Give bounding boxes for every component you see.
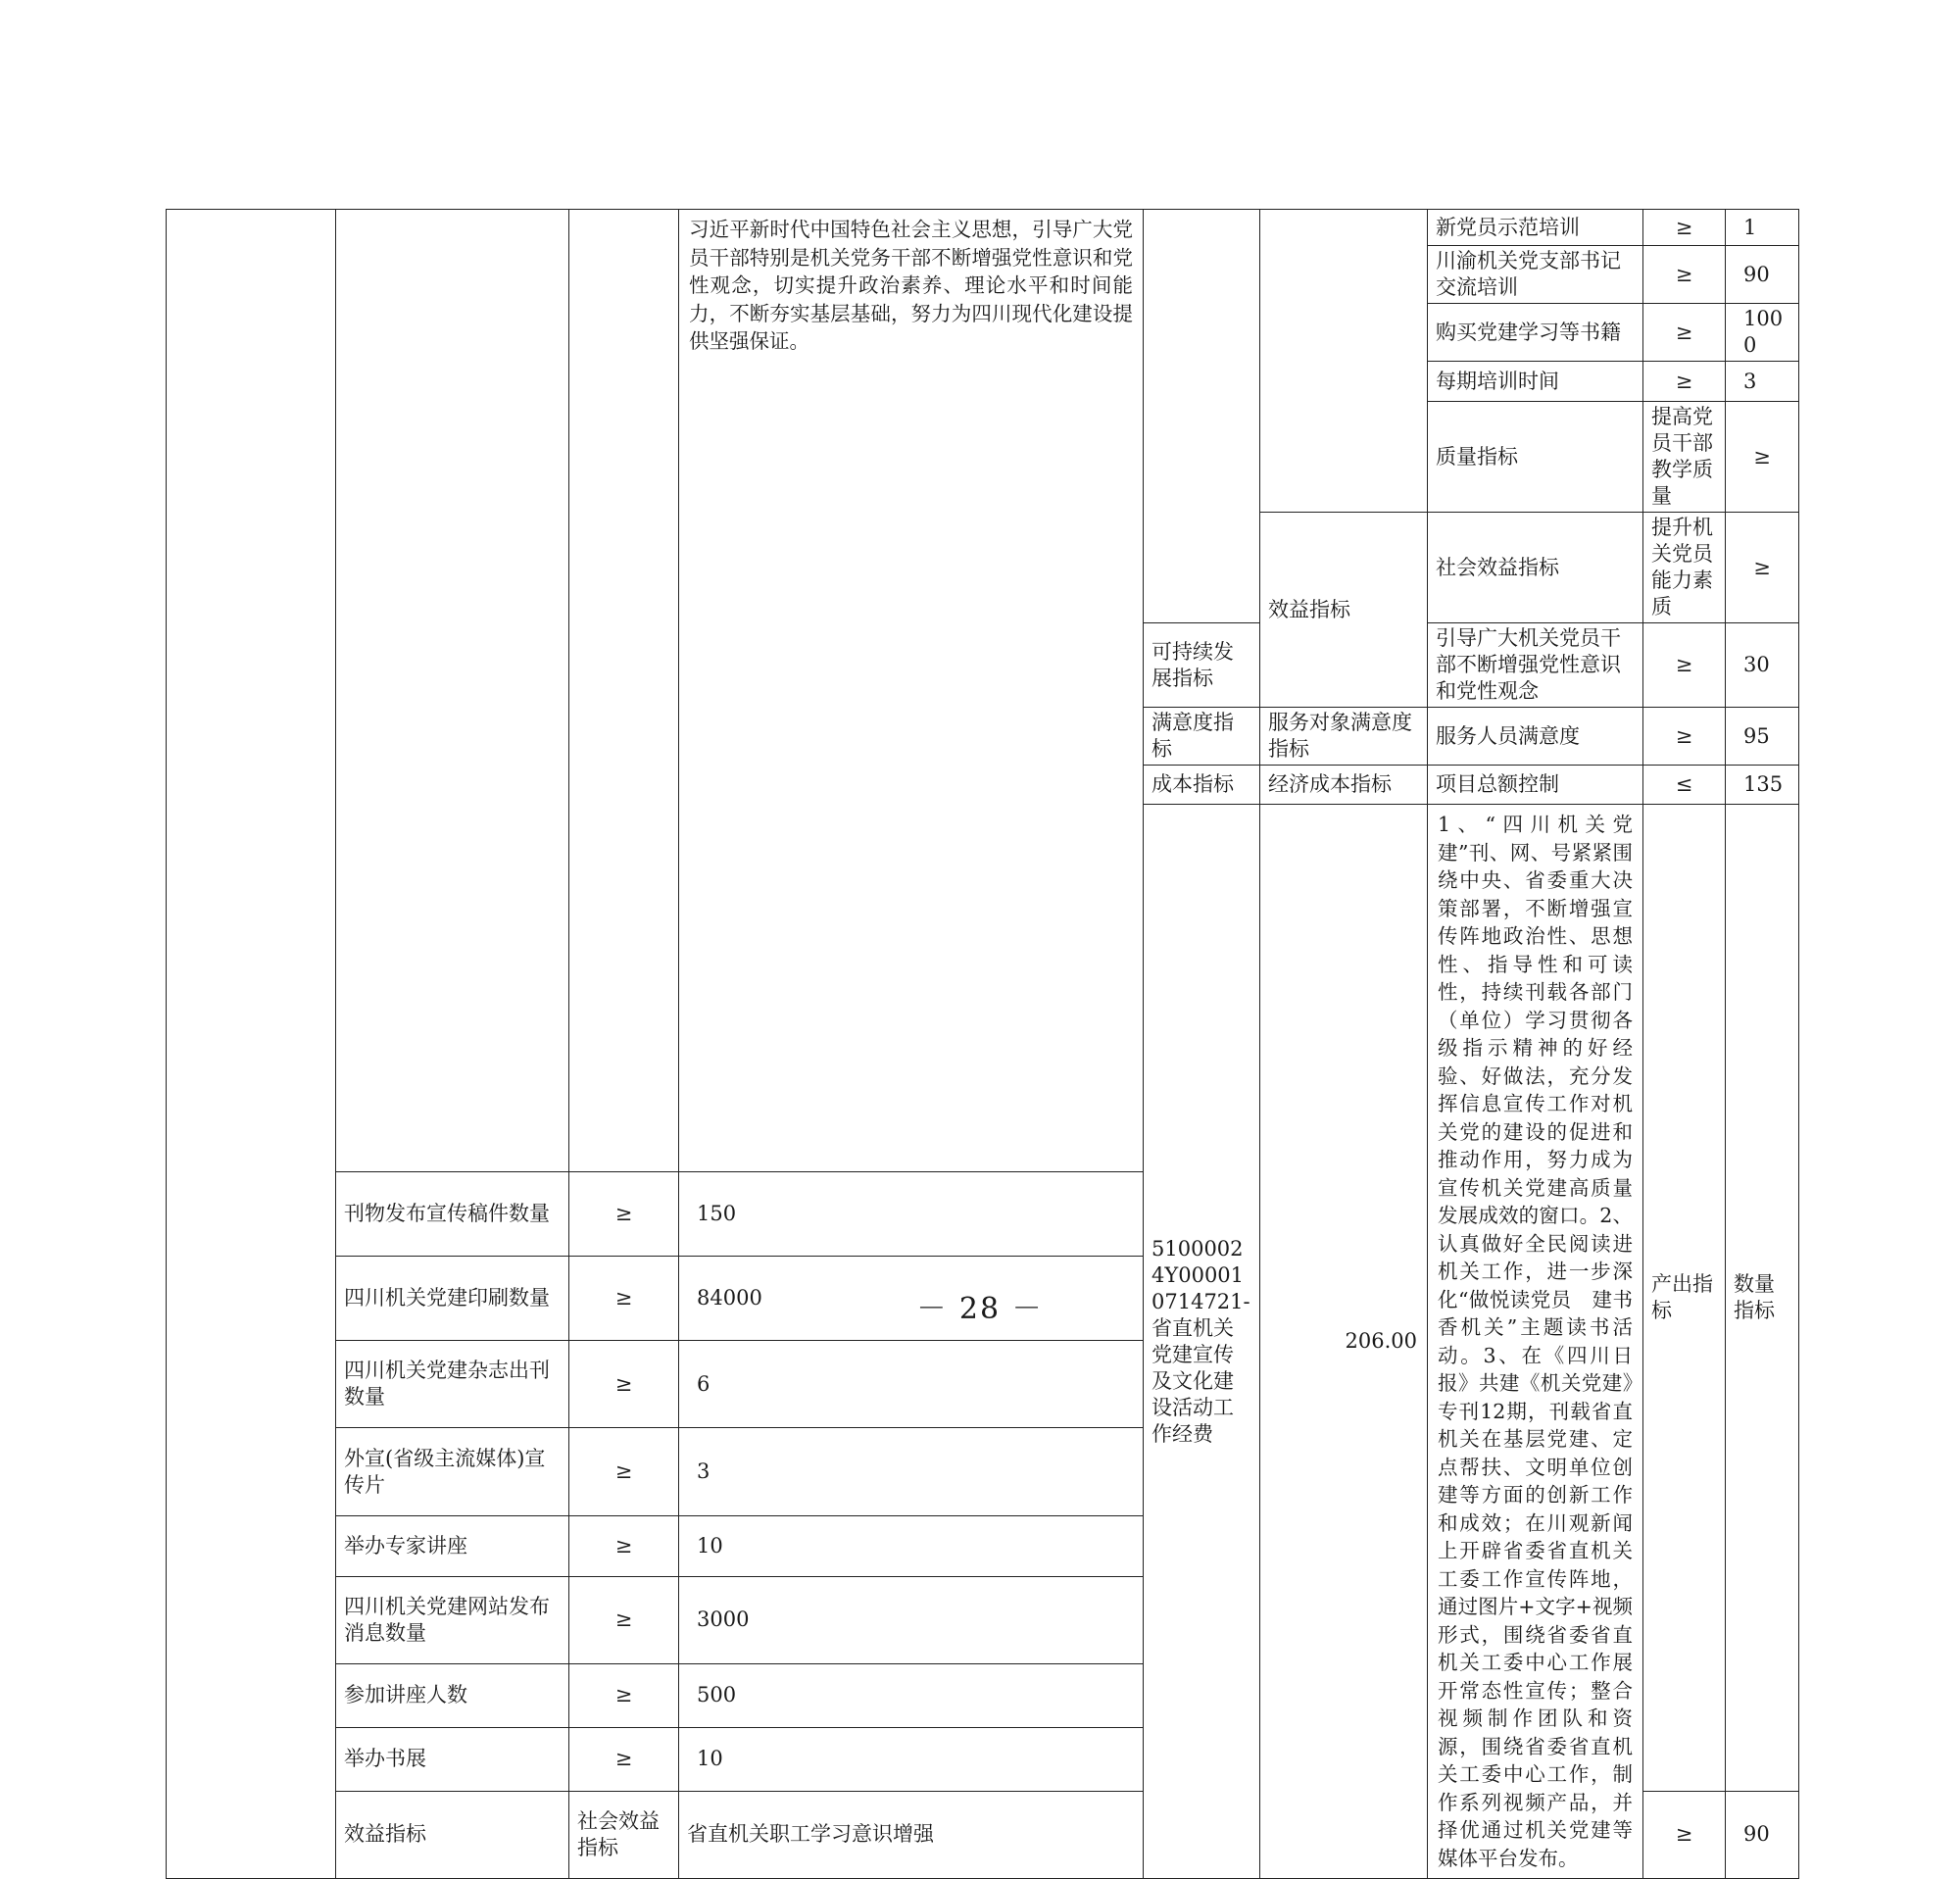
indicator-name: 提升机关党员能力素质 [1643, 513, 1726, 623]
project-name-cell [336, 210, 569, 1172]
comparison-operator: ≥ [1643, 210, 1726, 246]
indicator-value: 84000 [679, 1257, 1144, 1341]
indicator-value: 30 [1726, 623, 1799, 708]
comparison-operator: ≥ [569, 1428, 679, 1515]
indicator-value: 3000 [679, 1576, 1144, 1663]
project-amount-cell: 206.00 [1260, 805, 1428, 1879]
comparison-operator: ≥ [1726, 402, 1799, 513]
comparison-operator: ≥ [569, 1171, 679, 1256]
comparison-operator: ≥ [1643, 246, 1726, 304]
comparison-operator: ≥ [1643, 362, 1726, 402]
indicator-value: 10 [679, 1515, 1144, 1576]
level1-indicator [1144, 210, 1260, 623]
comparison-operator: ≥ [569, 1576, 679, 1663]
level1-indicator: 满意度指标 [1144, 708, 1260, 766]
indicator-value: 95 [1726, 708, 1799, 766]
level1-indicator: 产出指标 [1643, 805, 1726, 1792]
project-description: 习近平新时代中国特色社会主义思想，引导广大党员干部特别是机关党务干部不断增强党性意识和党性观念，切实提升政治素养、理论水平和时间能力，不断夯实基层基础，努力为四川现代化建设提供坚强保证。 [679, 210, 1144, 1172]
indicator-value: 150 [679, 1171, 1144, 1256]
level2-indicator: 可持续发展指标 [1144, 623, 1260, 708]
indicator-value: 1 [1726, 210, 1799, 246]
project-amount-cell [569, 210, 679, 1172]
project-description: 1、“四川机关党建”刊、网、号紧紧围绕中央、省委重大决策部署，不断增强宣传阵地政治性、思想性、指导性和可读性，持续刊载各部门（单位）学习贯彻各级指示精神的好经验、好做法，充分发挥信息宣传工作对机关党的建设的促进和推动作用，努力成为宣传机关党建高质量发展成效的窗口。2、认真做好全民阅读进机关工作，进一步深化“做悦读党员 建书香机关”主题读书活动。3、在《四川日报》共建《机关党建》专刊12期，刊载省直机关在基层党建、定点帮扶、文明单位创建等方面的创新工作和成效；在川观新闻上开辟省委省直机关工委工作宣传阵地，通过图片+文字+视频形式，围绕省委省直机关工委中心工作展开常态性宣传；整合视频制作团队和资源，围绕省委省直机关工委中心工作，制作系列视频产品，并择优通过机关党建等媒体平台发布。 [1428, 805, 1643, 1879]
level2-indicator: 质量指标 [1428, 402, 1643, 513]
level2-indicator: 社会效益指标 [569, 1791, 679, 1878]
indicator-name: 项目总额控制 [1428, 766, 1643, 805]
comparison-operator: ≥ [1643, 708, 1726, 766]
comparison-operator: ≥ [569, 1257, 679, 1341]
project-name-cell: 51000024Y000010714721-省直机关党建宣传及文化建设活动工作经费 [1144, 805, 1260, 1879]
level1-indicator: 效益指标 [1260, 513, 1428, 708]
comparison-operator: ≥ [1643, 304, 1726, 362]
indicator-name: 四川机关党建杂志出刊数量 [336, 1341, 569, 1428]
indicator-name: 省直机关职工学习意识增强 [679, 1791, 1144, 1878]
indicator-name: 四川机关党建印刷数量 [336, 1257, 569, 1341]
comparison-operator: ≥ [569, 1341, 679, 1428]
indicator-name: 每期培训时间 [1428, 362, 1643, 402]
department-cell [167, 210, 336, 1879]
comparison-operator: ≥ [1643, 1791, 1726, 1878]
indicator-value: 6 [679, 1341, 1144, 1428]
indicator-value: 500 [679, 1663, 1144, 1727]
comparison-operator: ≥ [569, 1727, 679, 1791]
indicator-name: 新党员示范培训 [1428, 210, 1643, 246]
indicator-value: 3 [679, 1428, 1144, 1515]
indicator-name: 参加讲座人数 [336, 1663, 569, 1727]
level2-indicator: 经济成本指标 [1260, 766, 1428, 805]
comparison-operator: ≥ [569, 1663, 679, 1727]
indicator-value: 90 [1726, 1791, 1799, 1878]
indicator-name: 购买党建学习等书籍 [1428, 304, 1643, 362]
page-number: － 28 － [916, 1292, 1044, 1326]
indicator-name: 举办书展 [336, 1727, 569, 1791]
indicator-name: 川渝机关党支部书记交流培训 [1428, 246, 1643, 304]
comparison-operator: ≥ [1726, 513, 1799, 623]
indicator-name: 提高党员干部教学质量 [1643, 402, 1726, 513]
level1-indicator: 效益指标 [336, 1791, 569, 1878]
indicator-value: 135 [1726, 766, 1799, 805]
level2-indicator: 服务对象满意度指标 [1260, 708, 1428, 766]
performance-table [166, 209, 1799, 1879]
comparison-operator: ≥ [569, 1515, 679, 1576]
indicator-name: 引导广大机关党员干部不断增强党性意识和党性观念 [1428, 623, 1643, 708]
table-row [167, 210, 1799, 246]
level2-indicator: 社会效益指标 [1428, 513, 1643, 623]
indicator-name: 服务人员满意度 [1428, 708, 1643, 766]
indicator-name: 刊物发布宣传稿件数量 [336, 1171, 569, 1256]
indicator-name: 外宣(省级主流媒体)宣传片 [336, 1428, 569, 1515]
indicator-value: 10 [679, 1727, 1144, 1791]
level2-indicator [1260, 210, 1428, 513]
indicator-value: 90 [1726, 246, 1799, 304]
indicator-value: 3 [1726, 362, 1799, 402]
level1-indicator: 成本指标 [1144, 766, 1260, 805]
level2-indicator: 数量指标 [1726, 805, 1799, 1792]
indicator-name: 举办专家讲座 [336, 1515, 569, 1576]
comparison-operator: ≥ [1643, 623, 1726, 708]
indicator-value: 1000 [1726, 304, 1799, 362]
comparison-operator: ≤ [1643, 766, 1726, 805]
indicator-name: 四川机关党建网站发布消息数量 [336, 1576, 569, 1663]
